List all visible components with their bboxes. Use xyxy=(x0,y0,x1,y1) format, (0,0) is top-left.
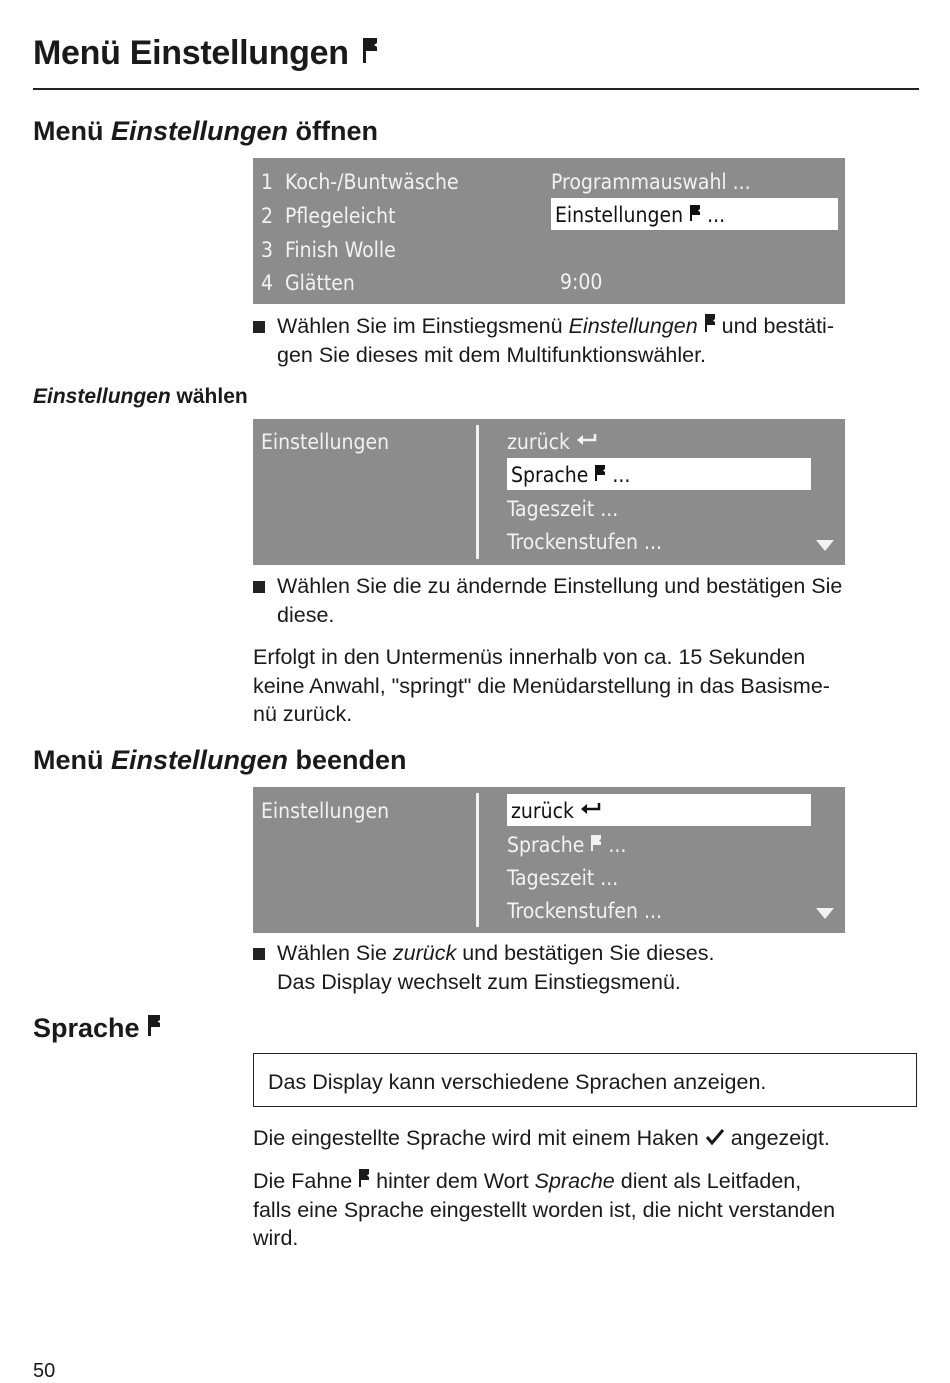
note-box xyxy=(253,1053,917,1107)
note-text: Das Display kann verschiedene Sprachen anzeigen. xyxy=(268,1070,767,1094)
display-start-menu xyxy=(253,158,845,304)
menu-item-programmauswahl: Programmauswahl ... xyxy=(551,170,751,194)
return-arrow-icon xyxy=(580,800,602,824)
menu-item-zurueck: zurück xyxy=(507,430,598,455)
bullet-icon xyxy=(253,581,265,593)
instruction-2: Wählen Sie die zu ändernde Einstellung und bestätigen Sie diese. xyxy=(253,572,918,629)
display-title: Einstellungen xyxy=(261,430,390,454)
page-number: 50 xyxy=(33,1360,56,1382)
return-arrow-icon xyxy=(576,431,598,455)
menu-item-zurueck-selected: zurück xyxy=(507,794,811,826)
flag-paragraph: Die Fahne hinter dem Wort Sprache dient als Leitfaden, falls eine Sprache eingestellt worden ist, die nicht verstanden wird. xyxy=(253,1169,836,1250)
menu-item-tageszeit: Tageszeit ... xyxy=(507,497,619,521)
scroll-down-icon xyxy=(816,540,834,551)
flag-icon xyxy=(362,36,378,64)
menu-row-4: 4 Glätten xyxy=(261,271,355,295)
instruction-1: Wählen Sie im Einstiegsmenü Einstellungen und bestäti- gen Sie dieses mit dem Multifunktionswähler. xyxy=(253,312,918,369)
bullet-icon xyxy=(253,948,265,960)
instruction-3: Wählen Sie zurück und bestätigen Sie dieses. Das Display wechselt zum Einstiegsmenü. xyxy=(253,939,918,996)
display-settings-menu-back xyxy=(253,787,845,933)
flag-icon xyxy=(689,204,701,222)
menu-item-trockenstufen: Trockenstufen ... xyxy=(507,899,662,923)
bullet-icon xyxy=(253,321,265,333)
menu-item-trockenstufen: Trockenstufen ... xyxy=(507,530,662,554)
checkmark-paragraph: Die eingestellte Sprache wird mit einem Haken angezeigt. xyxy=(253,1124,918,1154)
page-title: Menü Einstellungen xyxy=(33,34,378,73)
menu-row-2: 2 Pflegeleicht xyxy=(261,204,396,228)
scroll-down-icon xyxy=(816,908,834,919)
flag-icon xyxy=(704,313,716,333)
timeout-paragraph: Erfolgt in den Untermenüs innerhalb von ca. 15 Sekunden keine Anwahl, "springt" die Menüdarstellung in das Basisme- nü zurück. xyxy=(253,645,830,726)
checkmark-icon xyxy=(705,1125,725,1154)
menu-row-1: 1 Koch-/Buntwäsche xyxy=(261,170,459,194)
menu-item-sprache-selected: Sprache ... xyxy=(507,458,811,490)
title-rule xyxy=(33,88,919,90)
flag-icon xyxy=(590,834,602,852)
section-heading-choose: Einstellungen wählen xyxy=(33,385,248,408)
menu-row-3: 3 Finish Wolle xyxy=(261,238,396,262)
flag-icon xyxy=(147,1013,161,1037)
menu-item-sprache: Sprache ... xyxy=(507,833,627,857)
flag-icon xyxy=(594,464,606,482)
menu-item-einstellungen-selected: Einstellungen ... xyxy=(551,198,838,230)
flag-icon xyxy=(358,1168,370,1188)
menu-divider xyxy=(476,425,479,559)
menu-item-tageszeit: Tageszeit ... xyxy=(507,866,619,890)
time-display: 9:00 xyxy=(560,270,603,294)
display-title: Einstellungen xyxy=(261,799,390,823)
section-heading-open: Menü Einstellungen öffnen xyxy=(33,116,379,146)
section-heading-language: Sprache xyxy=(33,1013,161,1044)
display-settings-menu xyxy=(253,419,845,565)
menu-divider xyxy=(476,793,479,927)
section-heading-close: Menü Einstellungen beenden xyxy=(33,745,407,775)
